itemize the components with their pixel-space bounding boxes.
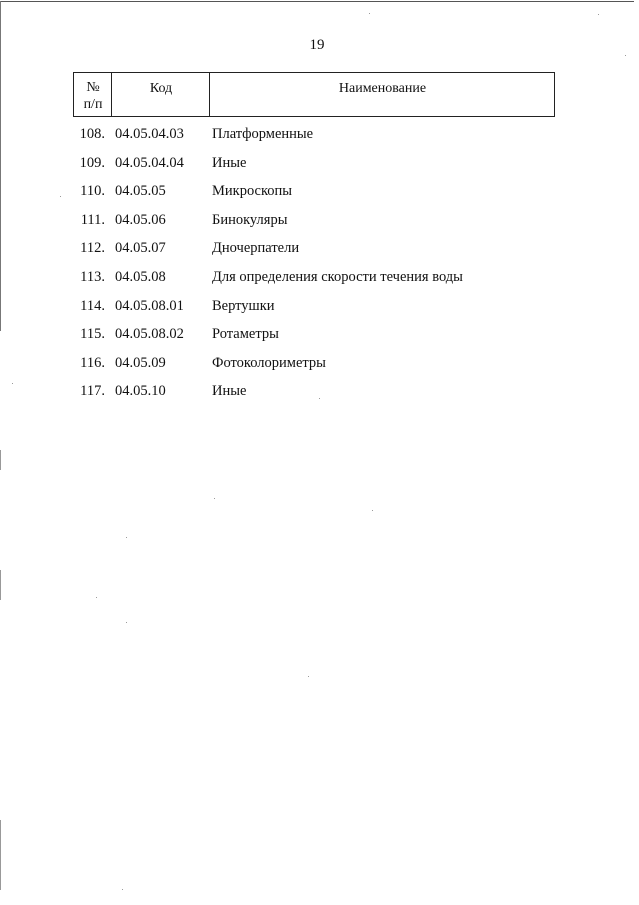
header-number-line-1: № (86, 80, 100, 95)
row-number: 108. (79, 126, 105, 142)
row-code: 04.05.08.01 (115, 297, 184, 314)
scan-speck (60, 196, 61, 197)
row-name: Иные (212, 383, 247, 400)
row-name: Для определения скорости течения воды (212, 268, 463, 285)
row-number: 114. (80, 297, 105, 314)
row-number: 112. (80, 240, 105, 257)
row-number: 117. (80, 383, 105, 400)
table-row (0, 320, 634, 349)
header-number-line-2: п/п (83, 97, 103, 112)
row-number: 111. (80, 211, 105, 228)
row-number: 113. (80, 268, 105, 285)
row-code: 04.05.08.02 (115, 326, 184, 343)
table-row (0, 292, 634, 321)
page-number: 19 (309, 37, 325, 53)
table-row (0, 177, 634, 206)
scan-speck (319, 398, 320, 399)
table-row (0, 149, 634, 178)
row-name: Дночерпатели (212, 240, 300, 257)
table-row (0, 120, 634, 149)
table-header (73, 72, 555, 117)
scan-speck (126, 537, 127, 538)
row-name: Ротаметры (212, 326, 279, 343)
table-body (0, 120, 634, 406)
table-row (0, 206, 634, 235)
scan-speck (126, 622, 127, 623)
page-top-border (0, 1, 634, 2)
scan-speck (625, 55, 626, 56)
row-name: Микроскопы (212, 183, 293, 200)
header-code: Код (149, 81, 173, 96)
scan-speck (598, 14, 599, 15)
scan-speck (96, 597, 97, 598)
row-name: Платформенные (212, 126, 314, 142)
table-row (0, 234, 634, 263)
header-name: Наименование (338, 81, 427, 96)
row-number: 110. (80, 183, 105, 200)
scan-edge-mark (0, 570, 1, 600)
table-row (0, 377, 634, 406)
row-name: Вертушки (212, 297, 275, 314)
row-name: Фотоколориметры (212, 354, 326, 371)
row-code: 04.05.10 (115, 383, 166, 400)
scan-speck (12, 383, 13, 384)
scan-speck (214, 498, 215, 499)
scan-speck (369, 13, 370, 14)
row-code: 04.05.05 (115, 183, 166, 200)
scan-speck (372, 510, 373, 511)
row-code: 04.05.04.04 (115, 154, 184, 171)
row-code: 04.05.04.03 (115, 126, 184, 142)
row-code: 04.05.08 (115, 268, 166, 285)
scan-edge-mark (0, 820, 1, 890)
row-code: 04.05.09 (115, 354, 166, 371)
row-name: Иные (212, 154, 247, 171)
row-name: Бинокуляры (212, 211, 288, 228)
row-code: 04.05.07 (115, 240, 166, 257)
header-number (74, 79, 112, 113)
row-number: 115. (80, 326, 105, 343)
row-number: 116. (80, 354, 105, 371)
row-code: 04.05.06 (115, 211, 166, 228)
table-row (0, 263, 634, 292)
scan-speck (122, 889, 123, 890)
scan-edge-mark (0, 450, 1, 470)
scan-speck (308, 676, 309, 677)
table-row (0, 349, 634, 378)
row-number: 109. (79, 154, 105, 171)
